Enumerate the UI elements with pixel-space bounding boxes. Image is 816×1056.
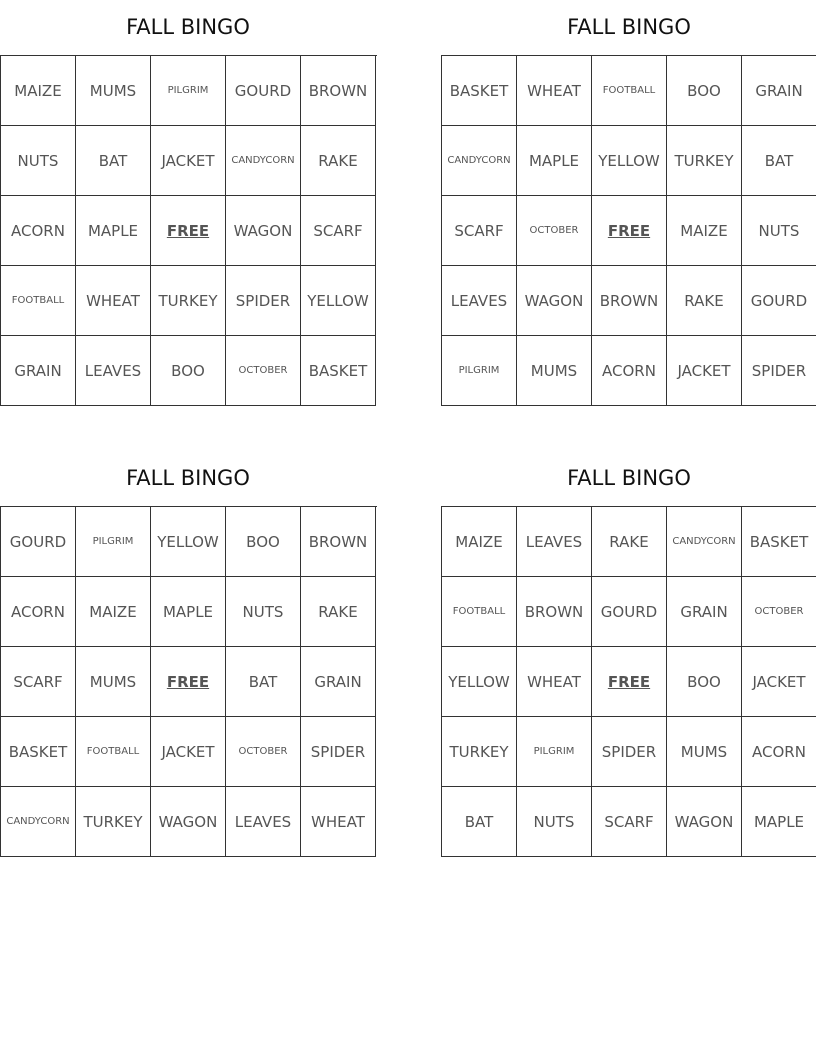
- bingo-cell: LEAVES: [226, 787, 301, 857]
- bingo-cell: SPIDER: [226, 266, 301, 336]
- bingo-grid: [0, 506, 377, 857]
- bingo-cell: MAPLE: [76, 196, 151, 266]
- bingo-cell: WAGON: [151, 787, 226, 857]
- bingo-cell: BOO: [151, 336, 226, 406]
- bingo-cell: JACKET: [667, 336, 742, 406]
- bingo-cell: LEAVES: [517, 507, 592, 577]
- card-title: FALL BINGO: [567, 466, 691, 490]
- card-title: FALL BINGO: [567, 15, 691, 39]
- bingo-cell: BAT: [742, 126, 816, 196]
- bingo-cell: NUTS: [1, 126, 76, 196]
- bingo-cell: SCARF: [301, 196, 376, 266]
- bingo-cell: BOO: [667, 56, 742, 126]
- bingo-cell: PILGRIM: [76, 507, 151, 577]
- bingo-cell: BROWN: [301, 507, 376, 577]
- bingo-card-1: [0, 0, 376, 406]
- bingo-cell: BROWN: [301, 56, 376, 126]
- bingo-cell: GOURD: [1, 507, 76, 577]
- bingo-cell: WAGON: [226, 196, 301, 266]
- bingo-grid: [441, 55, 816, 406]
- bingo-grid: [0, 55, 377, 406]
- bingo-grid: [441, 506, 816, 857]
- bingo-cell: OCTOBER: [517, 196, 592, 266]
- bingo-cell: YELLOW: [592, 126, 667, 196]
- bingo-card-2: [441, 0, 816, 406]
- bingo-cell: MAIZE: [76, 577, 151, 647]
- bingo-cell: BROWN: [592, 266, 667, 336]
- bingo-cell: PILGRIM: [442, 336, 517, 406]
- bingo-cell: WHEAT: [76, 266, 151, 336]
- bingo-cell: LEAVES: [442, 266, 517, 336]
- bingo-cell: RAKE: [592, 507, 667, 577]
- bingo-cell: SPIDER: [742, 336, 816, 406]
- bingo-cell: SCARF: [1, 647, 76, 717]
- bingo-cell: MAIZE: [1, 56, 76, 126]
- bingo-cell: MAIZE: [442, 507, 517, 577]
- bingo-card-3: [0, 451, 376, 857]
- bingo-cell: GOURD: [592, 577, 667, 647]
- bingo-cell: BAT: [442, 787, 517, 857]
- bingo-cell: GOURD: [226, 56, 301, 126]
- bingo-cell: JACKET: [151, 126, 226, 196]
- bingo-cell: GRAIN: [301, 647, 376, 717]
- bingo-cell: SCARF: [592, 787, 667, 857]
- bingo-cell: PILGRIM: [151, 56, 226, 126]
- bingo-cell: SPIDER: [301, 717, 376, 787]
- bingo-cell: BASKET: [442, 56, 517, 126]
- bingo-cell: WAGON: [517, 266, 592, 336]
- bingo-cell: TURKEY: [442, 717, 517, 787]
- bingo-cell: ACORN: [1, 577, 76, 647]
- bingo-cell: LEAVES: [76, 336, 151, 406]
- bingo-cell: RAKE: [301, 126, 376, 196]
- bingo-cell: NUTS: [226, 577, 301, 647]
- bingo-cell: WHEAT: [517, 647, 592, 717]
- free-space-cell: FREE: [151, 647, 226, 717]
- bingo-cell: BOO: [667, 647, 742, 717]
- bingo-cell: JACKET: [151, 717, 226, 787]
- bingo-cell: CANDYCORN: [1, 787, 76, 857]
- card-title: FALL BINGO: [126, 15, 250, 39]
- bingo-cell: OCTOBER: [226, 717, 301, 787]
- free-space-cell: FREE: [151, 196, 226, 266]
- bingo-cell: GRAIN: [742, 56, 816, 126]
- bingo-cell: MUMS: [76, 647, 151, 717]
- bingo-cell: CANDYCORN: [442, 126, 517, 196]
- bingo-cell: CANDYCORN: [667, 507, 742, 577]
- bingo-cell: BAT: [226, 647, 301, 717]
- bingo-cell: FOOTBALL: [76, 717, 151, 787]
- bingo-cell: BOO: [226, 507, 301, 577]
- bingo-cell: OCTOBER: [742, 577, 816, 647]
- bingo-cell: MAPLE: [742, 787, 816, 857]
- free-space-cell: FREE: [592, 647, 667, 717]
- bingo-cell: JACKET: [742, 647, 816, 717]
- bingo-cell: FOOTBALL: [592, 56, 667, 126]
- bingo-cell: TURKEY: [667, 126, 742, 196]
- bingo-cell: BASKET: [301, 336, 376, 406]
- bingo-cell: WHEAT: [301, 787, 376, 857]
- bingo-cell: FOOTBALL: [1, 266, 76, 336]
- bingo-cell: ACORN: [1, 196, 76, 266]
- bingo-cell: YELLOW: [151, 507, 226, 577]
- bingo-cell: TURKEY: [151, 266, 226, 336]
- bingo-cell: GRAIN: [1, 336, 76, 406]
- bingo-cell: GOURD: [742, 266, 816, 336]
- bingo-cell: RAKE: [301, 577, 376, 647]
- bingo-cell: NUTS: [742, 196, 816, 266]
- bingo-cell: CANDYCORN: [226, 126, 301, 196]
- bingo-cell: MAPLE: [517, 126, 592, 196]
- bingo-cell: RAKE: [667, 266, 742, 336]
- bingo-cell: MUMS: [76, 56, 151, 126]
- bingo-cell: YELLOW: [301, 266, 376, 336]
- free-space-cell: FREE: [592, 196, 667, 266]
- card-title: FALL BINGO: [126, 466, 250, 490]
- bingo-cell: MAPLE: [151, 577, 226, 647]
- bingo-cell: SCARF: [442, 196, 517, 266]
- bingo-cell: BASKET: [742, 507, 816, 577]
- bingo-cell: MAIZE: [667, 196, 742, 266]
- bingo-cell: BASKET: [1, 717, 76, 787]
- bingo-cell: WAGON: [667, 787, 742, 857]
- bingo-cell: PILGRIM: [517, 717, 592, 787]
- bingo-cell: FOOTBALL: [442, 577, 517, 647]
- bingo-cell: MUMS: [517, 336, 592, 406]
- bingo-cell: GRAIN: [667, 577, 742, 647]
- bingo-cell: OCTOBER: [226, 336, 301, 406]
- bingo-cell: SPIDER: [592, 717, 667, 787]
- bingo-cell: MUMS: [667, 717, 742, 787]
- bingo-cell: BAT: [76, 126, 151, 196]
- bingo-cell: TURKEY: [76, 787, 151, 857]
- bingo-cell: NUTS: [517, 787, 592, 857]
- bingo-cell: ACORN: [742, 717, 816, 787]
- bingo-cell: WHEAT: [517, 56, 592, 126]
- bingo-cell: BROWN: [517, 577, 592, 647]
- bingo-cell: ACORN: [592, 336, 667, 406]
- bingo-card-4: [441, 451, 816, 857]
- bingo-cell: YELLOW: [442, 647, 517, 717]
